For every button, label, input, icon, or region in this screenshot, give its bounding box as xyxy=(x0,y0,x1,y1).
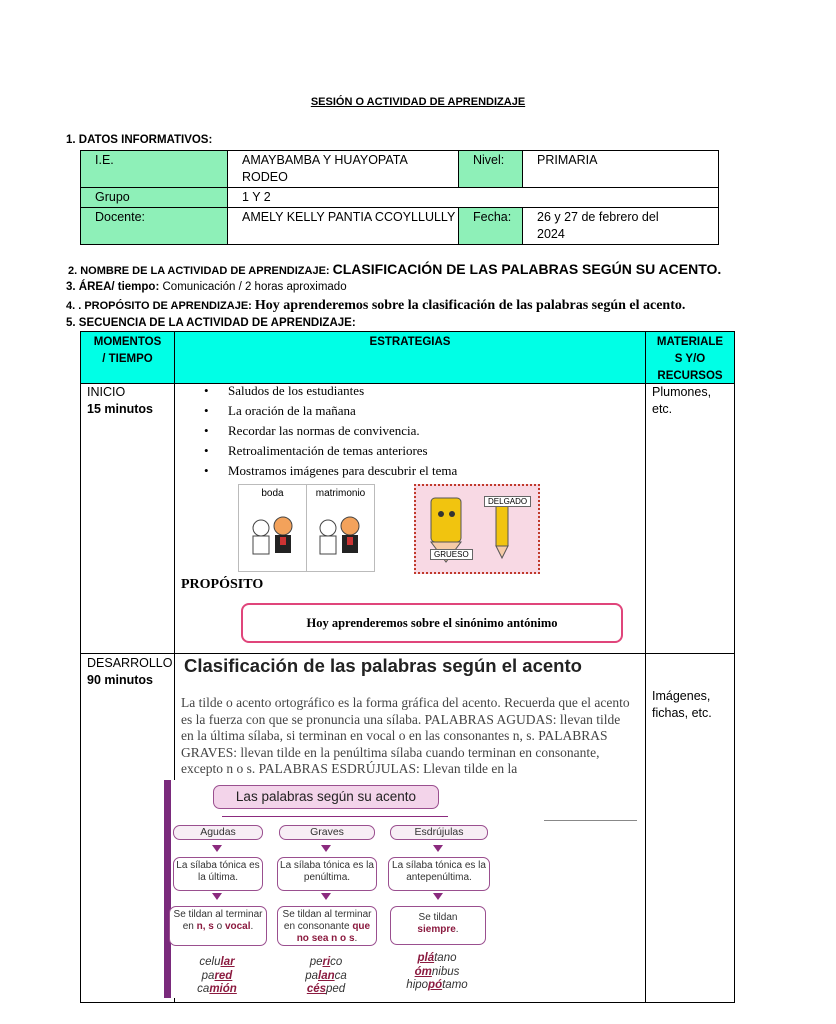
diagram-side-bar xyxy=(164,780,171,998)
desarrollo-materials-line2: fichas, etc. xyxy=(652,706,712,720)
example-syllable-tonic: red xyxy=(214,969,233,982)
inicio-materials xyxy=(652,384,711,418)
purpose-value: Hoy aprenderemos sobre la clasificación de las palabras según el acento. xyxy=(254,298,686,313)
page-title: SESIÓN O ACTIVIDAD DE APRENDIZAJE xyxy=(310,96,526,108)
example-syllable-tonic: ri xyxy=(322,956,331,968)
section-4-label: 4. . PROPÓSITO DE APRENDIZAJE: xyxy=(66,300,252,312)
proposito-heading: PROPÓSITO xyxy=(181,577,264,592)
example-syllable: ped xyxy=(326,983,346,995)
header-momentos-line1: MOMENTOS xyxy=(93,336,162,348)
wedding-image xyxy=(238,484,375,572)
grueso-label: GRUESO xyxy=(430,549,473,560)
ie-value xyxy=(228,151,459,188)
section-2-label: 2. NOMBRE DE LA ACTIVIDAD DE APRENDIZAJE: xyxy=(68,265,330,277)
section-3 xyxy=(66,281,347,293)
inicio-materials-line2: etc. xyxy=(652,402,673,416)
ie-value-line1: AMAYBAMBA Y HUAYOPATA xyxy=(242,153,408,167)
connector xyxy=(222,816,448,817)
arrow-down-icon xyxy=(212,893,222,900)
tilde-esdrujulas-siempre: siempre xyxy=(417,924,456,935)
accent-paragraph: La tilde o acento ortográfico es la forma gráfica del acento. Recuerda que el acento es la fuerza con que se pronuncia una sílaba. PALABRAS AGUDAS: llevan tilde en la última sílaba, si terminan en vocal o en las consonantes n, s. PALABRAS GRAVES: llevan tilde en la penúltima sílaba cuando terminan en consonante, excepto n o s. PALABRAS ESDRÚJULAS: Llevan tilde en la xyxy=(181,695,630,776)
divider-line xyxy=(544,820,637,821)
tilde-graves: Se tildan al terminar en consonante que no sea n o s. xyxy=(277,906,377,946)
col-graves: Graves xyxy=(279,825,375,840)
nivel-label: Nivel: xyxy=(459,151,523,188)
info-table xyxy=(80,150,719,245)
col-agudas: Agudas xyxy=(173,825,263,840)
header-materiales xyxy=(646,334,734,385)
example-syllable: pe xyxy=(309,956,323,968)
example-syllable-tonic: óm xyxy=(414,965,432,978)
diagram-title: Las palabras según su acento xyxy=(213,785,439,809)
list-item: • Saludos de los estudiantes xyxy=(204,381,457,401)
nivel-value: PRIMARIA xyxy=(523,151,719,188)
grupo-value: 1 Y 2 xyxy=(228,188,719,208)
section-4 xyxy=(66,298,685,314)
inicio-moment xyxy=(87,384,153,418)
docente-value: AMELY KELLY PANTIA CCOYLLULLY xyxy=(228,208,459,245)
column-divider xyxy=(645,332,646,1002)
inicio-label: INICIO xyxy=(87,385,126,399)
list-item: • Mostramos imágenes para descubrir el tema xyxy=(204,461,457,481)
fecha-value-line2: 2024 xyxy=(537,227,565,241)
tilde-agudas-conj: o xyxy=(216,921,223,932)
arrow-down-icon xyxy=(321,893,331,900)
pencils-image xyxy=(414,484,540,574)
header-momentos xyxy=(81,334,174,368)
header-materiales-line3: RECURSOS xyxy=(657,370,723,382)
desarrollo-time: 90 minutos xyxy=(87,673,153,687)
fecha-label: Fecha: xyxy=(459,208,523,245)
tilde-graves-exception: que no sea xyxy=(296,921,371,944)
example-syllable: pa xyxy=(305,969,318,982)
example-syllable-tonic: plá xyxy=(417,952,435,964)
example-syllable-tonic: lan xyxy=(318,969,335,982)
examples-agudas xyxy=(174,956,260,997)
grupo-label: Grupo xyxy=(81,188,228,208)
example-syllable: ca xyxy=(197,983,210,995)
header-momentos-line2: / TIEMPO xyxy=(102,353,153,365)
rule-graves: La sílaba tónica es la penúltima. xyxy=(277,857,377,891)
proposito-box: Hoy aprenderemos sobre el sinónimo antónimo xyxy=(241,603,623,643)
example-syllable: hipo xyxy=(406,979,429,991)
inicio-strategies-list xyxy=(204,381,457,481)
tilde-graves-text: Se tildan al terminar en consonante xyxy=(282,909,372,932)
list-item: • Recordar las normas de convivencia. xyxy=(204,421,457,441)
activity-name: CLASIFICACIÓN DE LAS PALABRAS SEGÚN SU ACENTO. xyxy=(332,261,722,277)
fecha-value-line1: 26 y 27 de febrero del xyxy=(537,210,659,224)
arrow-down-icon xyxy=(433,845,443,852)
example-syllable-tonic: mión xyxy=(209,983,237,995)
header-materiales-line1: MATERIALE xyxy=(656,336,724,348)
rule-agudas: La sílaba tónica es la última. xyxy=(173,857,263,891)
ie-label: I.E. xyxy=(81,151,228,188)
col-esdrujulas: Esdrújulas xyxy=(390,825,488,840)
example-syllable: celu xyxy=(199,956,221,968)
example-syllable: co xyxy=(330,956,343,968)
boda-label: boda xyxy=(261,488,284,499)
header-estrategias: ESTRATEGIAS xyxy=(369,336,451,348)
delgado-label: DELGADO xyxy=(484,496,531,507)
section-2 xyxy=(68,261,721,277)
docente-label: Docente: xyxy=(81,208,228,245)
arrow-down-icon xyxy=(212,845,222,852)
tilde-esdrujulas-text: Se tildan xyxy=(418,912,458,923)
desarrollo-materials xyxy=(652,688,712,722)
rule-esdrujulas: La sílaba tónica es la antepenúltima. xyxy=(388,857,490,891)
matrimonio-label: matrimonio xyxy=(315,488,366,499)
accent-diagram xyxy=(164,780,490,998)
inicio-materials-line1: Plumones, xyxy=(652,385,712,399)
example-syllable: pa xyxy=(201,969,215,982)
tilde-agudas-vocal: vocal xyxy=(224,921,251,932)
desarrollo-materials-line1: Imágenes, xyxy=(652,689,711,703)
tilde-agudas-text: Se tildan al terminar en xyxy=(173,909,263,932)
example-syllable: nibus xyxy=(431,965,460,978)
header-materiales-line2: S Y/O xyxy=(674,353,706,365)
couple-icon xyxy=(239,485,374,571)
example-syllable: tamo xyxy=(442,979,468,991)
tilde-agudas-letters: n, s xyxy=(196,921,214,932)
section-5-heading: 5. SECUENCIA DE LA ACTIVIDAD DE APRENDIZAJE: xyxy=(66,317,356,329)
example-syllable-tonic: lar xyxy=(220,956,235,968)
arrow-down-icon xyxy=(321,845,331,852)
tilde-agudas: Se tildan al terminar en n, s o vocal. xyxy=(169,906,267,946)
area-value: Comunicación / 2 horas aproximado xyxy=(162,281,347,293)
desarrollo-label: DESARROLLO xyxy=(87,656,173,670)
ie-value-line2: RODEO xyxy=(242,170,288,184)
tilde-esdrujulas: Se tildan siempre. xyxy=(390,906,486,945)
list-item: • La oración de la mañana xyxy=(204,401,457,421)
desarrollo-moment xyxy=(87,655,172,689)
section-1-heading: 1. DATOS INFORMATIVOS: xyxy=(66,134,213,146)
list-item: • Retroalimentación de temas anteriores xyxy=(204,441,457,461)
section-3-label: 3. ÁREA/ tiempo: xyxy=(66,281,160,293)
example-syllable: ca xyxy=(334,969,347,982)
example-syllable-tonic: cés xyxy=(306,983,326,995)
arrow-down-icon xyxy=(433,893,443,900)
examples-esdrujulas xyxy=(390,952,484,993)
tilde-graves-letters: n o s xyxy=(331,933,355,944)
row-divider xyxy=(81,653,734,654)
desarrollo-heading: Clasificación de las palabras según el acento xyxy=(184,655,582,676)
fecha-value xyxy=(523,208,719,245)
example-syllable: tano xyxy=(434,952,457,964)
example-syllable-tonic: pó xyxy=(428,979,443,991)
examples-graves xyxy=(279,956,373,997)
inicio-time: 15 minutos xyxy=(87,402,153,416)
